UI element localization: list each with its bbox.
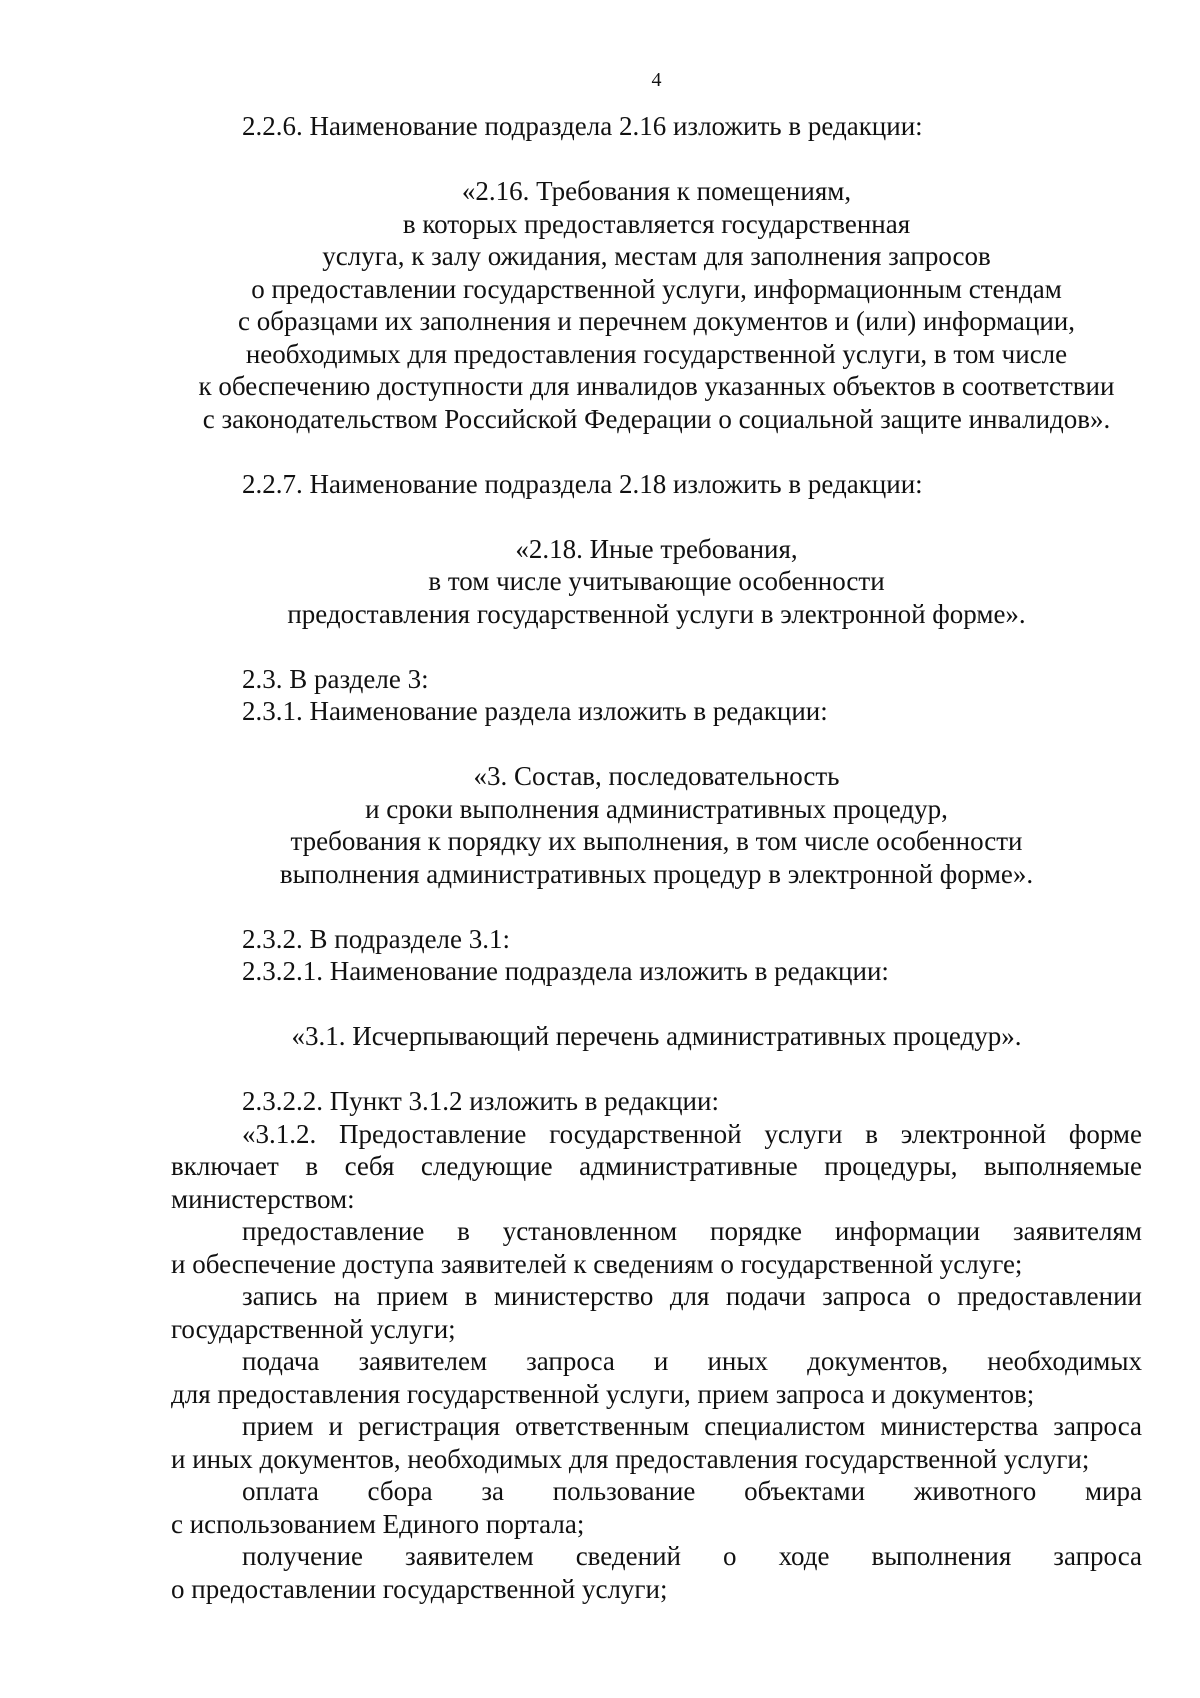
title-line: с законодательством Российской Федерации о социальной защите инвалидов». [202,403,1111,434]
justified-line: предоставление в установленном порядке информации заявителям [242,1216,1142,1246]
spacer [171,1053,1142,1086]
title-line: с образцами их заполнения и перечнем документов и (или) информации, [237,306,1076,336]
title-line: необходимых для предоставления государственной услуги, в том числе [245,338,1068,369]
title-line: предоставления государственной услуги в электронной форме». [287,598,1026,629]
section-2-3-lead: 2.3. В разделе 3: [242,663,429,694]
last-line: министерством: [171,1183,355,1214]
title-line: требования к порядку их выполнения, в том числе особенности [290,826,1023,856]
title-line: о предоставлении государственной услуги, информационным стендам [251,273,1062,304]
last-line: государственной услуги; [171,1313,456,1344]
spacer [171,988,1142,1021]
spacer [171,143,1142,176]
section-2-3-2-lead: 2.3.2. В подразделе 3.1: [242,923,511,954]
paragraph-3-1-2 [171,1118,1142,1216]
spacer [171,435,1142,468]
section-3-title [171,760,1142,890]
justified-line: прием и регистрация ответственным специалистом министерства запроса [242,1411,1142,1441]
subsection-3-1-title [171,1020,1142,1053]
title-line: к обеспечению доступности для инвалидов указанных объектов в соответствии [198,371,1115,401]
title-line: в том числе учитывающие особенности [428,566,885,596]
spacer [171,728,1142,761]
last-line: и обеспечение доступа заявителей к сведениям о государственной услуге; [171,1248,1023,1279]
justified-line: оплата сбора за пользование объектами животного мира [242,1476,1142,1506]
justified-line: подача заявителем запроса и иных документов, необходимых [242,1346,1142,1376]
section-2-2-6-lead: 2.2.6. Наименование подраздела 2.16 изложить в редакции: [242,111,923,141]
title-line: в которых предоставляется государственная [402,208,911,239]
section-2-2-7-lead: 2.2.7. Наименование подраздела 2.18 изложить в редакции: [242,468,923,499]
title-line: «3.1. Исчерпывающий перечень административных процедур». [291,1021,1022,1051]
title-line: и сроки выполнения административных процедур, [365,793,948,824]
spacer [171,500,1142,533]
page-number: 4 [651,69,662,91]
section-2-3-2-2-lead: 2.3.2.2. Пункт 3.1.2 изложить в редакции: [242,1086,719,1116]
list-item [171,1345,1142,1410]
justified-line: получение заявителем сведений о ходе выполнения запроса [242,1541,1142,1571]
title-line: услуга, к залу ожидания, местам для заполнения запросов [322,241,991,271]
last-line: и иных документов, необходимых для предоставления государственной услуги; [171,1443,1090,1474]
spacer [171,630,1142,663]
last-line: с использованием Единого портала; [171,1508,585,1539]
list-item [171,1215,1142,1280]
list-item [171,1475,1142,1540]
subsection-2-16-title [171,175,1142,435]
title-line: «2.18. Иные требования, [515,533,798,564]
title-line: «3. Состав, последовательность [473,761,840,791]
last-line: о предоставлении государственной услуги; [171,1573,668,1604]
section-2-3-2-1-lead: 2.3.2.1. Наименование подраздела изложить в редакции: [242,956,889,986]
list-item [171,1540,1142,1605]
last-line: для предоставления государственной услуги, прием запроса и документов; [171,1378,1035,1409]
subsection-2-18-title [171,533,1142,631]
title-line: «2.16. Требования к помещениям, [461,176,852,206]
list-item [171,1410,1142,1475]
justified-line: «3.1.2. Предоставление государственной услуги в электронной форме [242,1118,1142,1149]
list-item [171,1280,1142,1345]
title-line: выполнения административных процедур в электронной форме». [279,858,1034,889]
justified-line: запись на прием в министерство для подачи запроса о предоставлении [242,1281,1142,1311]
section-2-3-1-lead: 2.3.1. Наименование раздела изложить в редакции: [242,696,828,726]
spacer [171,890,1142,923]
justified-line: включает в себя следующие административные процедуры, выполняемые [171,1151,1142,1181]
